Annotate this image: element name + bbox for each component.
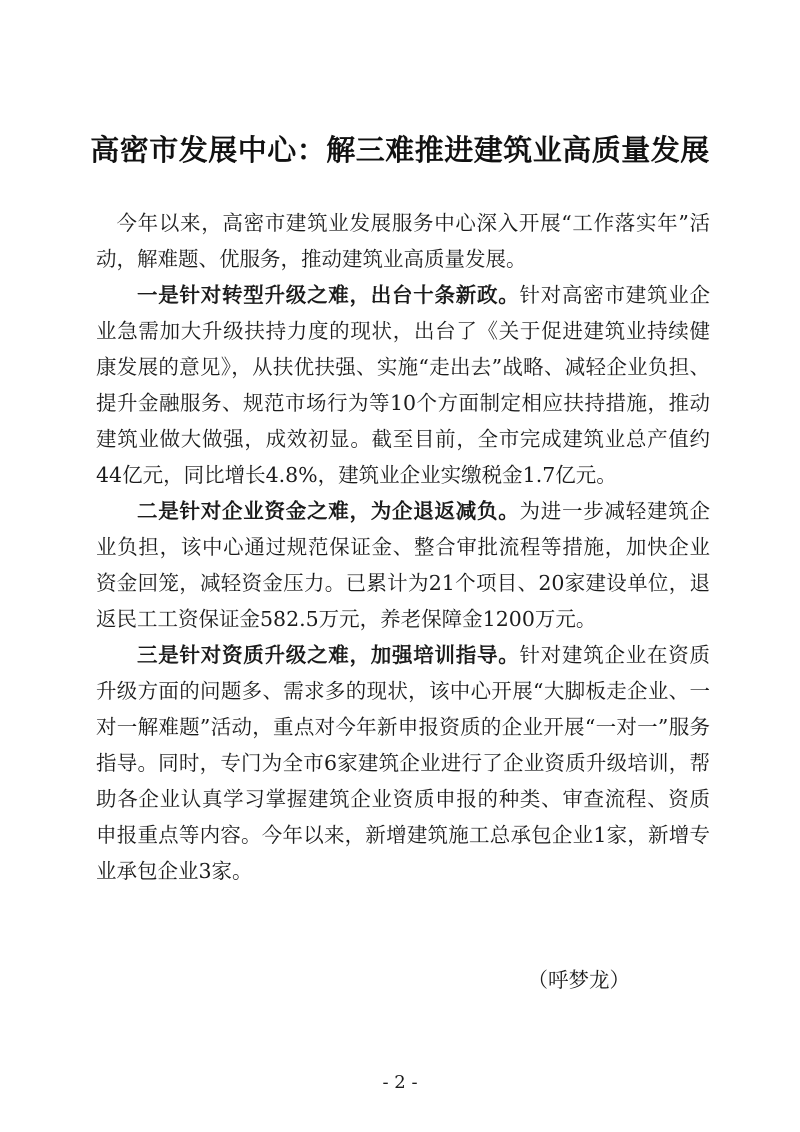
page-number: - 2 - (382, 1072, 418, 1093)
article-title: 高密市发展中心：解三难推进建筑业高质量发展 (90, 133, 710, 167)
paragraph-2 (96, 493, 710, 637)
intro-paragraph: 今年以来，高密市建筑业发展服务中心深入开展“工作落实年”活动，解难题、优服务，推动建筑业高质量发展。 (96, 211, 710, 271)
paragraph-2-lead: 二是针对企业资金之难，为企退返减负。 (137, 499, 520, 523)
paragraph-3-lead: 三是针对资质升级之难，加强培训指导。 (137, 643, 520, 667)
paragraph-1-lead: 一是针对转型升级之难，出台十条新政。 (137, 283, 520, 307)
paragraph-3-text: 针对建筑企业在资质升级方面的问题多、需求多的现状，该中心开展“大脚板走企业、一对一解难题”活动，重点对今年新申报资质的企业开展“一对一”服务指导。同时，专门为全市6家建筑企业进行了企业资质升级培训，帮助各企业认真学习掌握建筑企业资质申报的种类、审查流程、资质申报重点等内容。今年以来，新增建筑施工总承包企业1家，新增专业承包企业3家。 (96, 643, 710, 883)
article-body (96, 205, 710, 889)
author-credit: （呼梦龙） (527, 968, 630, 992)
paragraph-1-text: 针对高密市建筑业企业急需加大升级扶持力度的现状，出台了《关于促进建筑业持续健康发展的意见》，从扶优扶强、实施“走出去”战略、减轻企业负担、提升金融服务、规范市场行为等10个方面制定相应扶持措施，推动建筑业做大做强，成效初显。截至目前，全市完成建筑业总产值约44亿元，同比增长4.8%，建筑业企业实缴税金1.7亿元。 (96, 283, 710, 487)
paragraph-3 (96, 637, 710, 889)
paragraph-1 (96, 277, 710, 493)
paragraph-2-text: 为进一步减轻建筑企业负担，该中心通过规范保证金、整合审批流程等措施，加快企业资金回笼，减轻资金压力。已累计为21个项目、20家建设单位，退返民工工资保证金582.5万元，养老保障金1200万元。 (96, 499, 710, 631)
